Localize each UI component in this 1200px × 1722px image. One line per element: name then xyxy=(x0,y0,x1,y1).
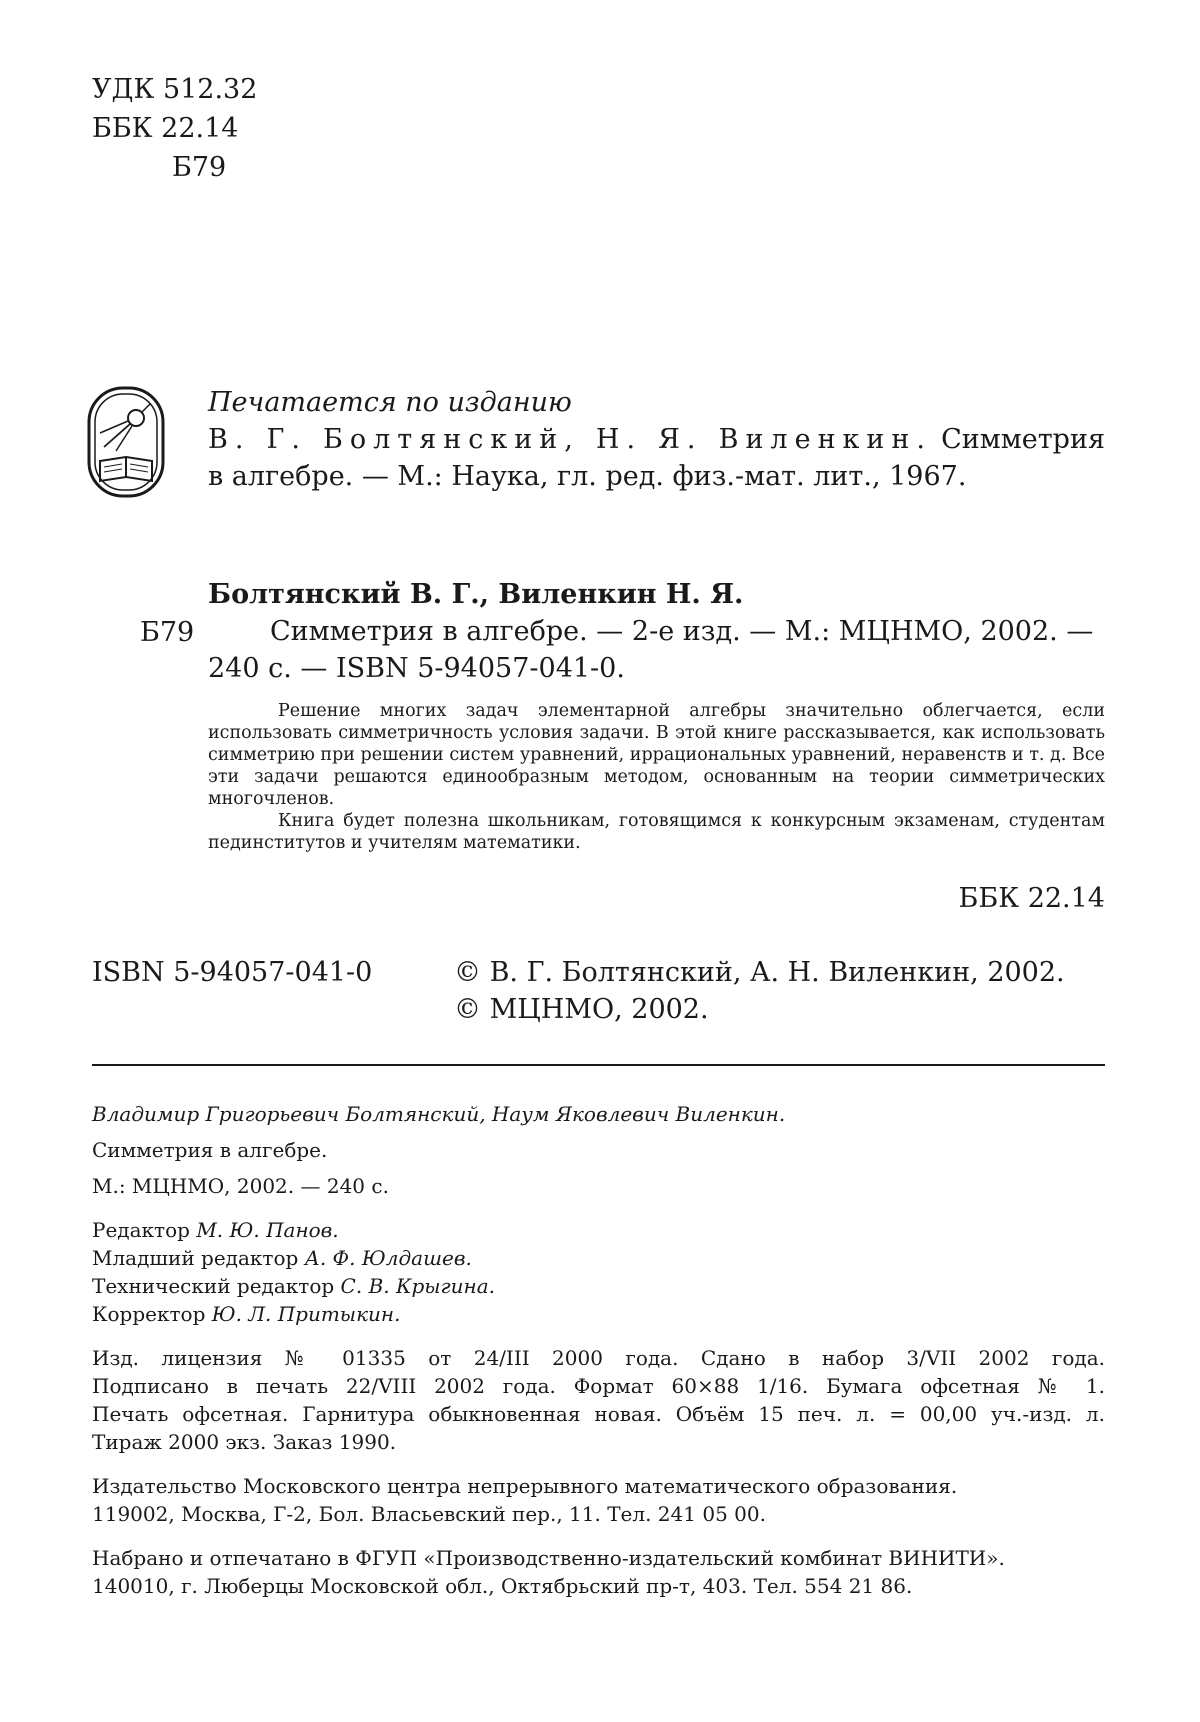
author-mark: Б79 xyxy=(172,152,227,183)
staff-name: Ю. Л. Притыкин. xyxy=(211,1302,401,1326)
reprint-authors: В. Г. Болтянский, Н. Я. Виленкин. xyxy=(208,424,933,455)
reprint-source-2: в алгебре. — М.: Наука, гл. ред. физ.-мат. лит., 1967. xyxy=(208,461,967,492)
publisher-line: Издательство Московского центра непрерывного математического образования. xyxy=(92,1474,958,1498)
imprint-publication: М.: МЦНМО, 2002. — 240 с. xyxy=(92,1174,389,1198)
license-line: Тираж 2000 экз. Заказ 1990. xyxy=(92,1430,397,1454)
reprint-note xyxy=(208,384,1105,495)
reprint-source-1: Симметрия xyxy=(941,424,1105,455)
divider xyxy=(92,1064,1105,1066)
copyright-authors: © В. Г. Болтянский, А. Н. Виленкин, 2002. xyxy=(454,957,1065,988)
staff-name: С. В. Крыгина. xyxy=(340,1274,495,1298)
printer-line: 140010, г. Люберцы Московской обл., Октябрьский пр-т, 403. Тел. 554 21 86. xyxy=(92,1574,913,1598)
catalog-code: Б79 xyxy=(140,617,195,648)
imprint xyxy=(92,1100,1105,1610)
imprint-license xyxy=(92,1344,1105,1456)
imprint-title: Симметрия в алгебре. xyxy=(92,1138,328,1162)
staff-role: Корректор xyxy=(92,1302,206,1326)
isbn: ISBN 5-94057-041-0 xyxy=(92,957,373,988)
annotation-paragraph-1: Решение многих задач элементарной алгебры значительно облегчается, если использовать симметричность условия задачи. В этой книге рассказывается, как использовать симметрию при решении систем уравнений, иррациональных уравнений, неравенств и т. д. Все эти задачи решаются единообразным методом, основанным на теории симметрических многочленов. xyxy=(208,701,1105,809)
printer-line: Набрано и отпечатано в ФГУП «Производственно-издательский комбинат ВИНИТИ». xyxy=(92,1546,1005,1570)
staff-name: М. Ю. Панов. xyxy=(196,1218,339,1242)
license-line: Изд. лицензия № 01335 от 24/III 2000 года. Сдано в набор 3/VII 2002 года. xyxy=(92,1346,1105,1370)
udk-code: УДК 512.32 xyxy=(92,74,258,105)
annotation xyxy=(208,700,1105,854)
bbk-footer: ББК 22.14 xyxy=(958,883,1105,914)
copyright-publisher: © МЦНМО, 2002. xyxy=(454,994,709,1025)
staff-row xyxy=(92,1244,1105,1272)
annotation-paragraph-2: Книга будет полезна школьникам, готовящимся к конкурсным экзаменам, студентам пединститутов и учителям математики. xyxy=(208,811,1105,853)
staff-row xyxy=(92,1272,1105,1300)
publisher-line: 119002, Москва, Г-2, Бол. Власьевский пер., 11. Тел. 241 05 00. xyxy=(92,1502,766,1526)
staff-role: Технический редактор xyxy=(92,1274,335,1298)
staff-row xyxy=(92,1216,1105,1244)
license-line: Подписано в печать 22/VIII 2002 года. Формат 60×88 1/16. Бумага офсетная № 1. xyxy=(92,1374,1105,1398)
staff-row xyxy=(92,1300,1105,1328)
reprint-label: Печатается по изданию xyxy=(208,387,572,418)
staff-name: А. Ф. Юлдашев. xyxy=(304,1246,472,1270)
publisher-emblem-icon xyxy=(86,385,166,499)
staff-role: Младший редактор xyxy=(92,1246,299,1270)
catalog-card xyxy=(208,576,1105,687)
license-line: Печать офсетная. Гарнитура обыкновенная новая. Объём 15 печ. л. = 00,00 уч.-изд. л. xyxy=(92,1402,1105,1426)
imprint-printer xyxy=(92,1544,1105,1600)
classification-block xyxy=(92,70,257,187)
catalog-line-1: Симметрия в алгебре. — 2-е изд. — М.: МЦНМО, 2002. — xyxy=(270,616,1094,647)
catalog-authors: Болтянский В. Г., Виленкин Н. Я. xyxy=(208,579,744,610)
bbk-code: ББК 22.14 xyxy=(92,113,239,144)
copyright-block xyxy=(454,954,1065,1028)
catalog-line-2: 240 с. — ISBN 5-94057-041-0. xyxy=(208,653,625,684)
staff-role: Редактор xyxy=(92,1218,190,1242)
imprint-staff xyxy=(92,1216,1105,1328)
imprint-full-authors: Владимир Григорьевич Болтянский, Наум Яковлевич Виленкин. xyxy=(92,1102,786,1126)
imprint-publisher xyxy=(92,1472,1105,1528)
